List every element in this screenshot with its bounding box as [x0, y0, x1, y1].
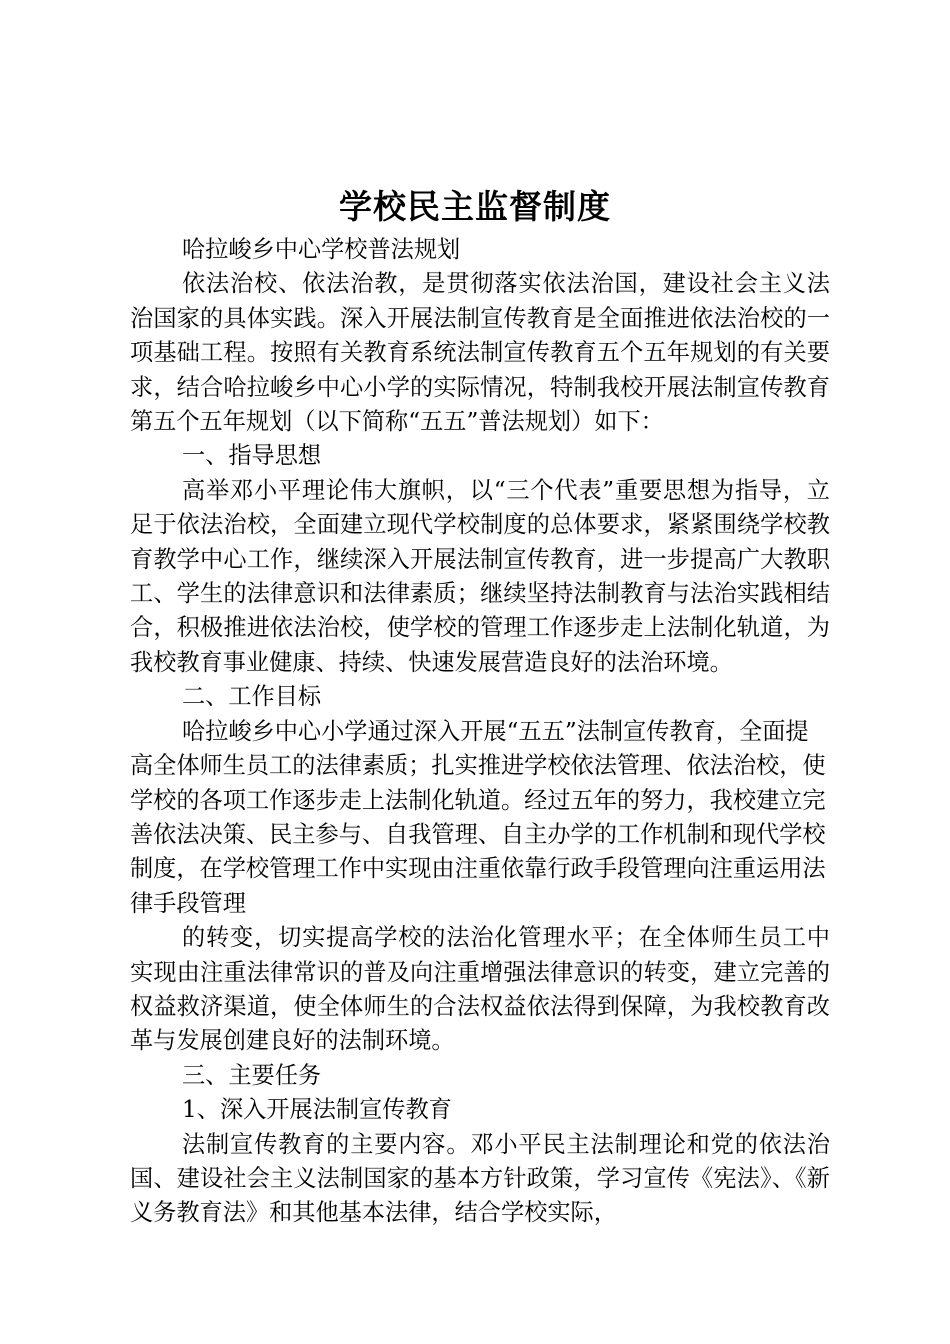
subtitle-paragraph: 哈拉峻乡中心学校普法规划: [182, 236, 461, 263]
legal-education-paragraph: 法制宣传教育的主要内容。邓小平民主法制理论和党的依法治国、建设社会主义法制国家的基本方针政策，学习宣传《宪法》、《新义务教育法》和其他基本法律，结合学校实际，: [130, 1130, 830, 1227]
document-body: [130, 233, 830, 1231]
section-heading-guiding-ideology: 一、指导思想: [182, 442, 322, 470]
guiding-ideology-paragraph: 高举邓小平理论伟大旗帜，以“三个代表”重要思想为指导，立足于依法治校，全面建立现代学校制度的总体要求，紧紧围绕学校教育教学中心工作，继续深入开展法制宣传教育，进一步提高广大教职工、学生的法律意识和法律素质；继续坚持法制教育与法治实践相结合，积极推进依法治校，使学校的管理工作逐步走上法制化轨道，为我校教育事业健康、持续、快速发展营造良好的法治环境。: [130, 476, 830, 676]
section-heading-main-tasks: 三、主要任务: [182, 1061, 322, 1089]
section-heading-work-goals: 二、工作目标: [182, 683, 322, 711]
work-goals-paragraph: 哈拉峻乡中心小学通过深入开展“五五”法制宣传教育，全面提高全体师生员工的法律素质；扎实推进学校依法管理、依法治校，使学校的各项工作逐步走上法制化轨道。经过五年的努力，我校建立完善依法决策、民主参与、自我管理、自主办学的工作机制和现代学校制度，在学校管理工作中实现由注重依靠行政手段管理向注重运用法律手段管理: [130, 717, 826, 917]
document-title: 学校民主监督制度: [339, 187, 611, 226]
work-goals-continuation-paragraph: 的转变，切实提高学校的法治化管理水平；在全体师生员工中实现由注重法律常识的普及向注重增强法律意识的转变，建立完善的权益救济渠道，使全体师生的合法权益依法得到保障，为我校教育改革与发展创建良好的法制环境。: [130, 924, 830, 1055]
subsection-heading-legal-education: 1、深入开展法制宣传教育: [182, 1096, 452, 1124]
intro-paragraph: 依法治校、依法治教，是贯彻落实依法治国，建设社会主义法治国家的具体实践。深入开展法制宣传教育是全面推进依法治校的一项基础工程。按照有关教育系统法制宣传教育五个五年规划的有关要求，结合哈拉峻乡中心小学的实际情况，特制我校开展法制宣传教育第五个五年规划（以下简称“五五”普法规划）如下：: [130, 270, 830, 436]
